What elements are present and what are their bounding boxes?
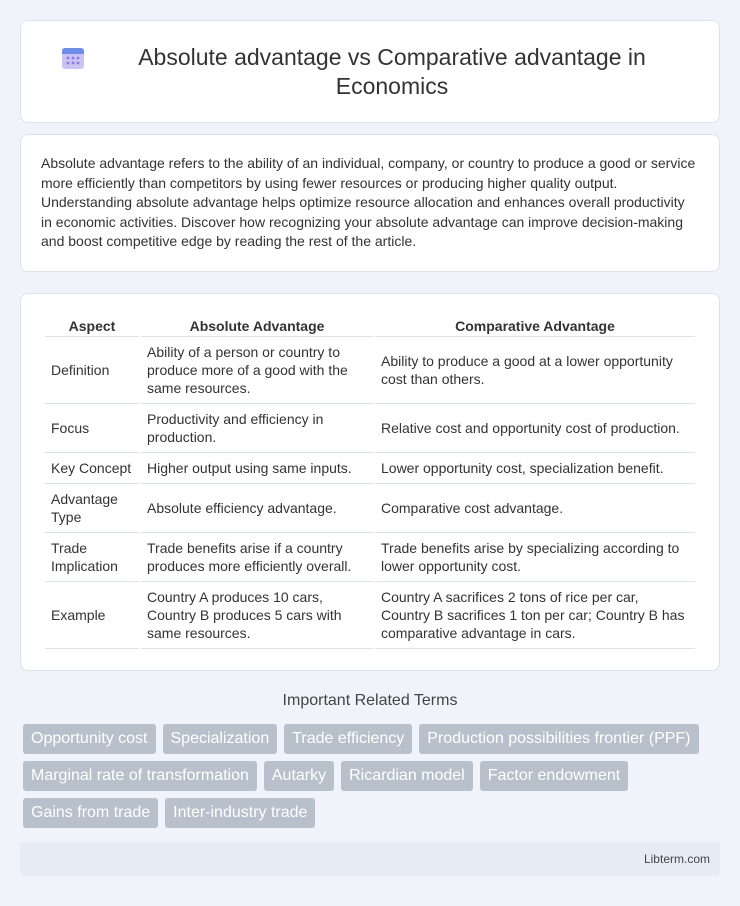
- cell-aspect: Trade Implication: [45, 533, 139, 582]
- cell-comparative: Relative cost and opportunity cost of production.: [375, 404, 695, 453]
- table-row: [45, 533, 695, 582]
- footer-brand-link[interactable]: Libterm.com: [643, 852, 710, 866]
- tag-factor-endowment[interactable]: Factor endowment: [480, 761, 629, 791]
- comparison-table-card: [20, 293, 720, 671]
- comparison-table: [43, 314, 697, 649]
- calendar-grid-icon: [60, 45, 86, 71]
- cell-absolute: Absolute efficiency advantage.: [141, 484, 373, 533]
- cell-absolute: Trade benefits arise if a country produces more efficiently overall.: [141, 533, 373, 582]
- tag-specialization[interactable]: Specialization: [163, 724, 278, 754]
- table-row: [45, 484, 695, 533]
- intro-paragraph: Absolute advantage refers to the ability of an individual, company, or country to produce a good or service more efficiently than competitors by using fewer resources or producing higher quality output. Understanding absolute advantage helps optimize resource allocation and enhances overall productivity in economic activities. Discover how recognizing your absolute advantage can improve decision-making and boost competitive edge by reading the rest of the article.: [41, 155, 696, 250]
- related-terms-tags: [23, 724, 723, 828]
- intro-card: [20, 134, 720, 272]
- page-title: Absolute advantage vs Comparative advantage in Economics: [138, 43, 646, 99]
- header-aspect: Aspect: [45, 314, 139, 337]
- tag-gains-from-trade[interactable]: Gains from trade: [23, 798, 158, 828]
- cell-aspect: Definition: [45, 337, 139, 404]
- table-header-row: [45, 314, 695, 337]
- tag-ricardian-model[interactable]: Ricardian model: [341, 761, 473, 791]
- tag-inter-industry-trade[interactable]: Inter-industry trade: [165, 798, 315, 828]
- table-row: [45, 453, 695, 484]
- table-row: [45, 337, 695, 404]
- header-absolute: Absolute Advantage: [141, 314, 373, 337]
- table-row: [45, 404, 695, 453]
- tag-ppf[interactable]: Production possibilities frontier (PPF): [419, 724, 698, 754]
- tag-trade-efficiency[interactable]: Trade efficiency: [284, 724, 412, 754]
- cell-aspect: Focus: [45, 404, 139, 453]
- table-row: [45, 582, 695, 649]
- cell-comparative: Ability to produce a good at a lower opportunity cost than others.: [375, 337, 695, 404]
- cell-aspect: Example: [45, 582, 139, 649]
- related-terms-title: Important Related Terms: [282, 692, 458, 709]
- cell-comparative: Country A sacrifices 2 tons of rice per car, Country B sacrifices 1 ton per car; Country B has comparative advantage in cars.: [375, 582, 695, 649]
- title-wrap: [60, 43, 680, 101]
- footer: [20, 842, 720, 876]
- cell-comparative: Comparative cost advantage.: [375, 484, 695, 533]
- cell-comparative: Lower opportunity cost, specialization benefit.: [375, 453, 695, 484]
- tag-marginal-rate-of-transformation[interactable]: Marginal rate of transformation: [23, 761, 257, 791]
- cell-absolute: Country A produces 10 cars, Country B produces 5 cars with same resources.: [141, 582, 373, 649]
- cell-absolute: Ability of a person or country to produce more of a good with the same resources.: [141, 337, 373, 404]
- title-card: [20, 20, 720, 123]
- cell-absolute: Productivity and efficiency in production.: [141, 404, 373, 453]
- tag-opportunity-cost[interactable]: Opportunity cost: [23, 724, 156, 754]
- cell-absolute: Higher output using same inputs.: [141, 453, 373, 484]
- cell-comparative: Trade benefits arise by specializing according to lower opportunity cost.: [375, 533, 695, 582]
- cell-aspect: Advantage Type: [45, 484, 139, 533]
- cell-aspect: Key Concept: [45, 453, 139, 484]
- header-comparative: Comparative Advantage: [375, 314, 695, 337]
- tag-autarky[interactable]: Autarky: [264, 761, 334, 791]
